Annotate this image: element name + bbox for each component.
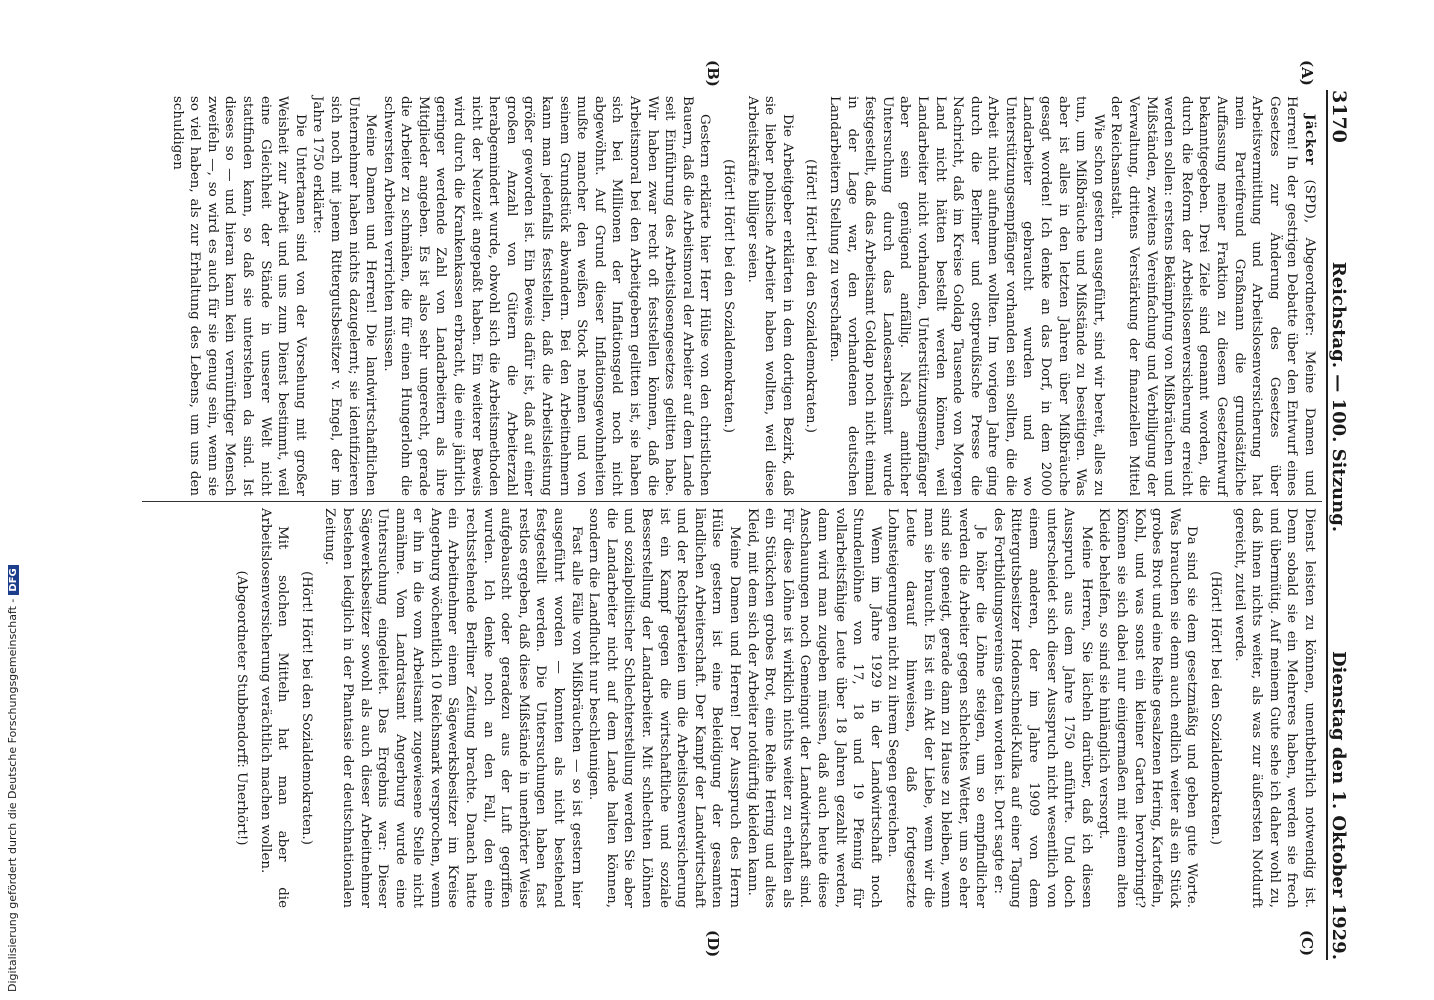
text-paragraph: Die Untertanen sind von der Vorsehung mit großer Weisheit zur Arbeit und uns zum Dienst bestimmt, weil eine Gleichheit der Stände in unserer Welt nicht stattfinden kann, so daß sie unterstehen da sind. Ist dieses so — und hieran kann kein vernünftiger Mensch zweifeln —, so wird es auch für sie genug sein, wenn sie so viel haben, als zur Erhaltung des Lebens, um uns den schuldigen <box>169 96 308 496</box>
right-column <box>226 508 1318 908</box>
page-title: Reichstag. — 100. Sitzung. <box>1328 261 1349 533</box>
page-number: 3170 <box>1328 90 1350 143</box>
rotated-page <box>22 0 1422 1000</box>
text-paragraph: Da sind sie dem gesetzmäßig und geben gute Worte. Was brauchen sie denn auch endlich weiter als ein Stück grobes Brot und eine Reihe gesalzenen Hering, Kartoffeln, Kohl, und was sonst ein kleiner Garten hervorbringt? Können sie sich dabei nur einigermaßen mit einem alten Kleide behelfen, so sind sie hinlänglich versorgt. <box>1096 508 1200 908</box>
text-paragraph: Mit solchen Mitteln hat man aber die Arbeitslosenversicherung verächtlich machen wollen. <box>257 508 291 908</box>
text-paragraph: Je höher die Löhne steigen, um so empfindlicher werden die Arbeiter gegen schlechtes Wetter, um so eher sind sie geneigt, gerade dann zu Hause zu bleiben, wenn man sie braucht. Es ist ein Akt der Liebe, wenn wir die Leute darauf hinweisen, daß fortgesetzte Lohnsteigerungen nicht zu ihrem Segen gereichen. <box>885 508 989 908</box>
text-paragraph: Meine Damen und Herren! Die landwirtschaftlichen Unternehmer haben nichts dazugelernt; sie identifizieren sich noch mit jenem Rittergutsbesitzer v. Engel, der im Jahre 1750 erklärte: <box>310 96 379 496</box>
speech-paragraph <box>1107 96 1318 496</box>
text-paragraph: Meine Herren, Sie lächeln darüber, daß ich diesen Ausspruch aus dem Jahre 1750 anführte. Und doch unterscheidet sich dieser Ausspruch nicht wesentlich von einem anderen, der im Jahre 1909 von dem Rittergutsbesitzer Hodenschneid-Kulka auf einer Tagung des Fortbildungsvereins getan worden ist. Dort sagte er: <box>990 508 1094 908</box>
interjection: (Hört! Hört! bei den Sozialdemokraten.) <box>721 159 736 433</box>
interjection: (Abgeordneter Stubbendorff: Unerhört!) <box>233 570 249 846</box>
speaker-name: Jäcker <box>1302 114 1318 166</box>
continued-paragraph: Dienst leisten zu können, unentbehrlich notwendig ist. Denn sobald sie ein Mehreres haben, werden sie frech und übermütig. Auf meinem Gute sehe ich daher wohl zu, daß ihnen nichts weiter, als was zur äußersten Notdurft gereicht, zuteil werde. <box>1231 508 1317 908</box>
margin-mark-d: (D) <box>704 930 722 958</box>
text-paragraph: Fast alle Fälle von Mißbräuchen — so ist gestern hier ausgeführt worden — konnten als nicht bestehend festgestellt werden. Die Untersuchungen haben fast restlos ergeben, daß diese Mißstände in unerhörter Weise aufgebauscht oder geradezu aus der Luft gegriffen wurden. Ich denke noch an den Fall, den eine rechtsstehende Berliner Zeitung brachte. Danach hatte ein Arbeitnehmer einem Sägewerksbesitzer im Kreise Angerburg wöchentlich 10 Reichsmark versprochen, wenn er ihn in die vom Arbeitsamt zugewiesene Stelle nicht annähme. Vom Landratsamt Angerburg wurde eine Untersuchung eingeleitet. Das Ergebnis war: Dieser Sägewerksbesitzer sowohl als auch dieser Arbeitnehmer bestehen lediglich in der Phantasie der deutschnationalen Zeitung. <box>322 508 584 908</box>
page-header <box>1326 90 1358 960</box>
left-column <box>168 96 1318 496</box>
dfg-logo: DFG <box>8 565 19 594</box>
footer <box>0 0 22 1000</box>
margin-mark-b: (B) <box>704 60 722 87</box>
interjection: (Hört! Hört! bei den Sozialdemokraten.) <box>803 159 819 433</box>
text-paragraph: Die Arbeitgeber erklärten in dem dortigen Bezirk, daß sie lieber polnische Arbeiter haben wollten, weil diese Arbeitskräfte billiger seien. <box>744 96 795 496</box>
credit-text: Digitalisierung gefördert durch die Deutsche Forschungsgemeinschaft - <box>6 598 19 992</box>
page-inner <box>22 0 1422 1000</box>
interjection: (Hört! Hört! bei den Sozialdemokraten.) <box>1208 571 1224 845</box>
digitization-credit <box>6 565 19 992</box>
session-date: Dienstag den 1. Oktober 1929. <box>1328 650 1349 960</box>
margin-mark-a: (A) <box>1298 60 1316 86</box>
speech-text: (SPD), Abgeordneter: Meine Damen und Herren! In der gestrigen Debatte über den Entwurf eines Gesetzes zur Änderung des Gesetzes über Arbeitsvermittlung und Arbeitslosenversicherung hat mein Parteifreund Graßmann die grundsätzliche Auffassung meiner Fraktion zu diesem Gesetzentwurf bekanntgegeben. Drei Ziele sind genannt worden, die durch die Reform der Arbeitslosenversicherung erreicht werden sollen: erstens Bekämpfung von Mißbräuchen und Mißständen, zweitens Vereinfachung und Verbilligung der Verwaltung, drittens Verstärkung der finanziellen Mittel der Reichsanstalt. <box>1108 96 1317 496</box>
text-paragraph: Wie schon gestern ausgeführt, sind wir bereit, alles zu tun, um Mißbräuche und Mißstände zu beseitigen. Was aber ist alles in den letzten Jahren über Mißbräuche gesagt worden! Ich denke an das Dorf, in dem 2000 Landarbeiter gebraucht wurden und wo Unterstützungsempfänger vorhanden sein sollten, die die Arbeit nicht aufnehmen wollten. Im vorigen Jahre ging durch die Berliner und ostpreußische Presse die Nachricht, daß im Kreise Goldap Tausende von Morgen Land nicht hätten bestellt werden können, weil Landarbeiter nicht vorhanden, Unterstützungsempfänger aber sein genügend anfällig. Nach amtlicher Untersuchung durch das Landesarbeitsamt wurde festgestellt, daß das Arbeitsamt Goldap noch nicht einmal in der Lage war, den vorhandenen deutschen Landarbeitern Stellung zu verschaffen. <box>826 96 1106 496</box>
text-paragraph: Meine Damen und Herren! Der Ausspruch des Herrn Hülse gestern ist eine Beleidigung der gesamten ländlichen Arbeiterschaft. Der Kampf der Landwirtschaft und der Rechtsparteien um die Arbeitslosenversicherung ist ein Kampf gegen die wirtschaftliche und soziale Besserstellung der Landarbeiter. Mit schlechten Löhnen und sozialpolitischer Schlechterstellung werden Sie aber die Landarbeiter nicht auf dem Lande halten können, sondern die Landflucht nur beschleunigen. <box>586 508 742 908</box>
margin-mark-c: (C) <box>1298 930 1316 957</box>
text-paragraph: Wenn im Jahre 1929 in der Landwirtschaft noch Stundenlöhne von 17, 18 und 19 Pfennig für vollarbeitsfähige Leute über 18 Jahren gezahlt werden, dann wird man zugeben müssen, daß auch heute diese Anschauungen noch Gemeingut der Landwirtschaft sind. Für diese Löhne ist wirklich nichts weiter zu erhalten als ein Stückchen grobes Brot, eine Reihe Hering und altes Kleid, mit dem sich der Arbeiter notdürftig kleiden kann. <box>744 508 883 908</box>
text-paragraph: Gestern erklärte hier Herr Hülse von den christlichen Bauern, daß die Arbeitsmoral der Arbeiter auf dem Lande seit Einführung des Arbeitslosengesetzes gelitten habe. Wir haben zwar recht oft feststellen können, daß die Arbeitsmoral bei den Arbeitgebern gelitten ist, sie haben sich bei Millionen der Inflationsgeld noch nicht abgewöhnt. Auf Grund dieser Inflationsgewohnheiten mußte mancher den weißen Stock nehmen und von seinem Grundstück abwandern. Bei den Arbeitnehmern kann man jedenfalls feststellen, daß die Arbeitsleistung größer geworden ist. Ein Beweis dafür ist, daß auf einer großen Anzahl von Gütern die Arbeiterzahl herabgemindert wurde, obwohl sich die Arbeitsmethoden nicht der Neuzeit angepaßt haben. Ein weiterer Beweis wird durch die Krankenkassen erbracht, die eine jährlich geringer werdende Zahl von Landarbeitern als ihre Mitglieder angeben. Es ist also sehr ungerecht, gerade die Arbeiter zu schmähen, die für einen Hungerlohn die schwersten Arbeiten verrichten müssen. <box>380 96 713 496</box>
interjection: (Hört! Hört! bei den Sozialdemokraten.) <box>298 571 314 845</box>
column-divider <box>142 501 1322 502</box>
